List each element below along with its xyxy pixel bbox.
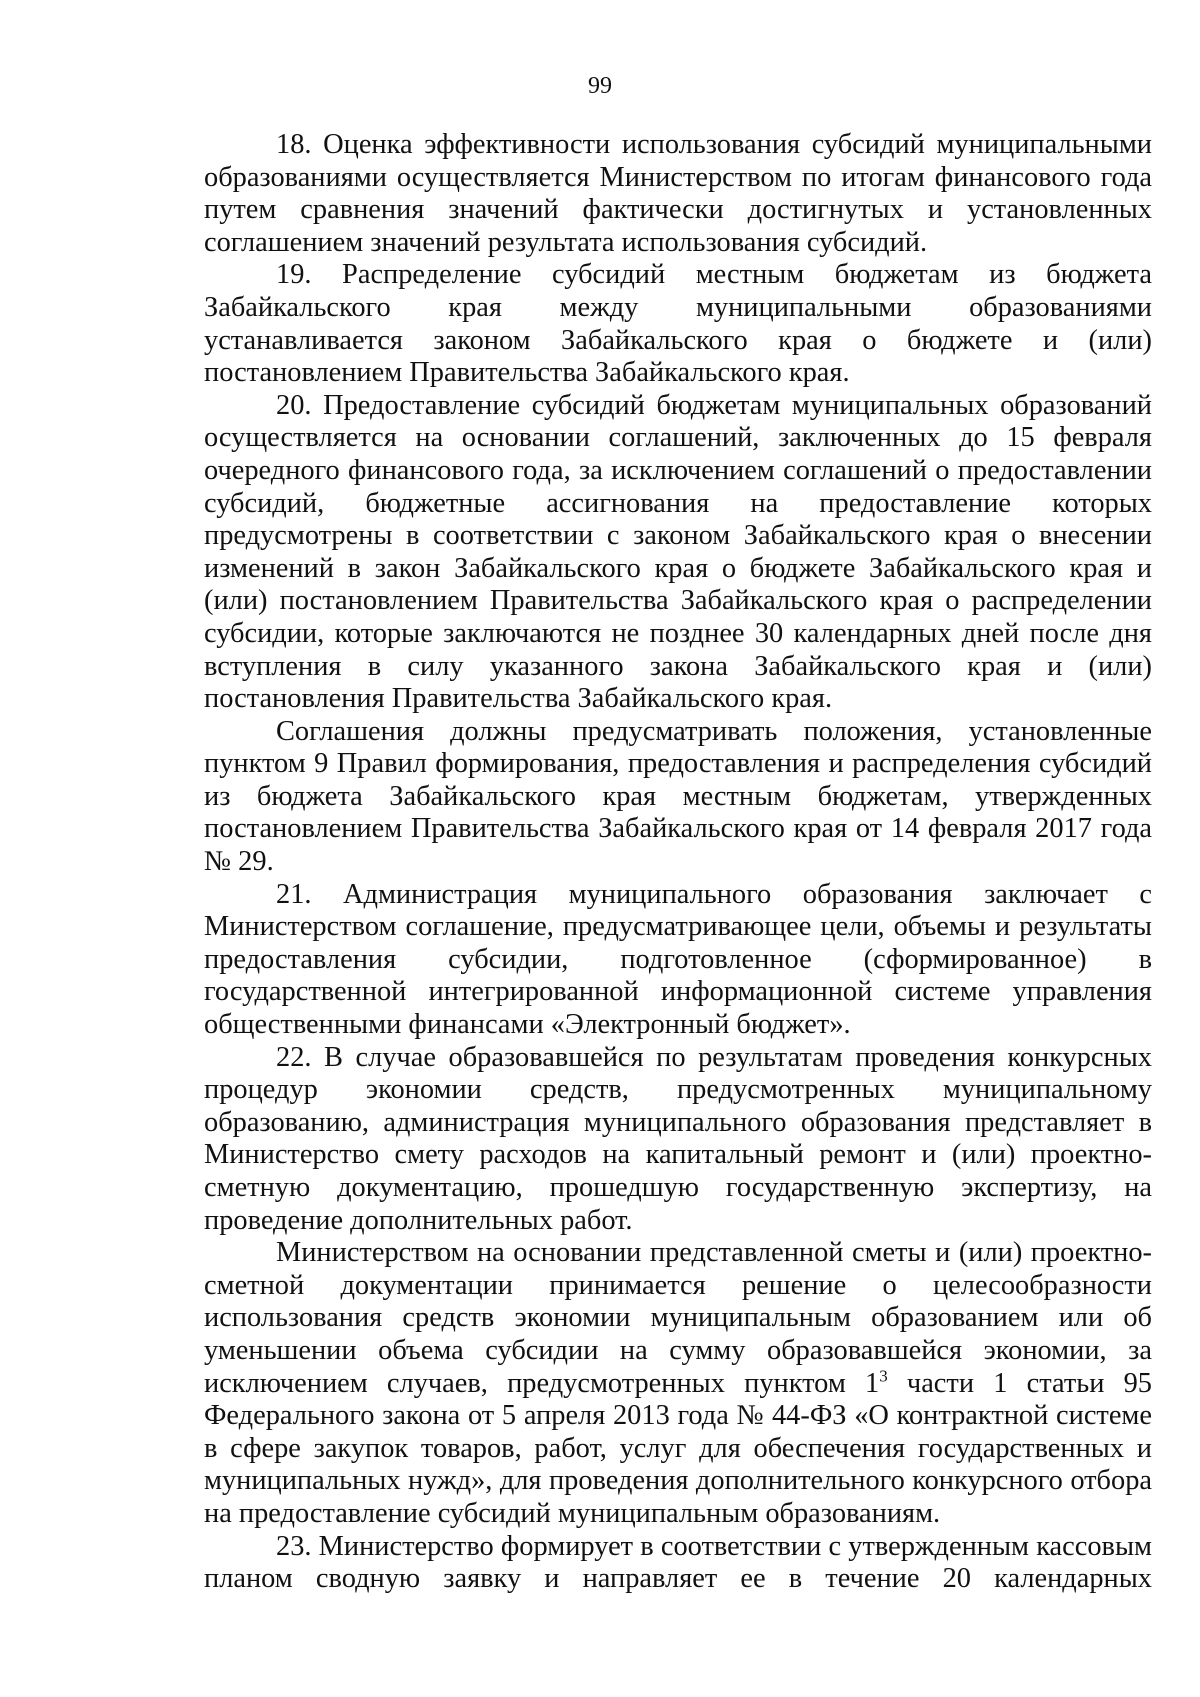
- paragraph-22: 22. В случае образовавшейся по результатам проведения конкурсных процедур экономии средств, предусмотренных муниципальному образованию, администрация муниципального образования представляет в Министерство смету расходов на капитальный ремонт и (или) проектно-сметную документацию, прошедшую государственную экспертизу, на проведение дополнительных работ.: [204, 1041, 1152, 1236]
- paragraph-20-agreements: Соглашения должны предусматривать положения, установленные пунктом 9 Правил формирования, предоставления и распределения субсидий из бюджета Забайкальского края местным бюджетам, утвержденных постановлением Правительства Забайкальского края от 14 февраля 2017 года № 29.: [204, 715, 1152, 878]
- paragraph-23: 23. Министерство формирует в соответствии с утвержденным кассовым планом сводную заявку и направляет ее в течение 20 календарных: [204, 1530, 1152, 1595]
- superscript-marker: 3: [879, 1366, 888, 1386]
- document-body: [204, 129, 1152, 1596]
- paragraph-20: 20. Предоставление субсидий бюджетам муниципальных образований осуществляется на основании соглашений, заключенных до 15 февраля очередного финансового года, за исключением соглашений о предоставлении субсидий, бюджетные ассигнования на предоставление которых предусмотрены в соответствии с законом Забайкальского края о внесении изменений в закон Забайкальского края о бюджете Забайкальского края и (или) постановлением Правительства Забайкальского края о распределении субсидии, которые заключаются не позднее 30 календарных дней после дня вступления в силу указанного закона Забайкальского края и (или) постановления Правительства Забайкальского края.: [204, 389, 1152, 715]
- paragraph-19: 19. Распределение субсидий местным бюджетам из бюджета Забайкальского края между муниципальными образованиями устанавливается законом Забайкальского края о бюджете и (или) постановлением Правительства Забайкальского края.: [204, 259, 1152, 389]
- paragraph-22-text-after: части 1 статьи 95 Федерального закона от 5 апреля 2013 года № 44-ФЗ «О контрактной системе в сфере закупок товаров, работ, услуг для обеспечения государственных и муниципальных нужд», для проведения дополнительного конкурсного отбора на предоставление субсидий муниципальным образованиям.: [204, 1367, 1152, 1529]
- paragraph-21: 21. Администрация муниципального образования заключает с Министерством соглашение, предусматривающее цели, объемы и результаты предоставления субсидии, подготовленное (сформированное) в государственной интегрированной информационной системе управления общественными финансами «Электронный бюджет».: [204, 878, 1152, 1041]
- page-number: 99: [588, 73, 612, 99]
- paragraph-18: 18. Оценка эффективности использования субсидий муниципальными образованиями осуществляется Министерством по итогам финансового года путем сравнения значений фактически достигнутых и установленных соглашением значений результата использования субсидий.: [204, 129, 1152, 258]
- paragraph-22-text-before: Министерством на основании представленной сметы и (или) проектно-сметной документации принимается решение о целесообразности использования средств экономии муниципальным образованием или об уменьшении объема субсидии на сумму образовавшейся экономии, за исключением случаев, предусмотренных пунктом 1: [204, 1237, 1152, 1399]
- paragraph-22-ministry-decision: [204, 1237, 1152, 1530]
